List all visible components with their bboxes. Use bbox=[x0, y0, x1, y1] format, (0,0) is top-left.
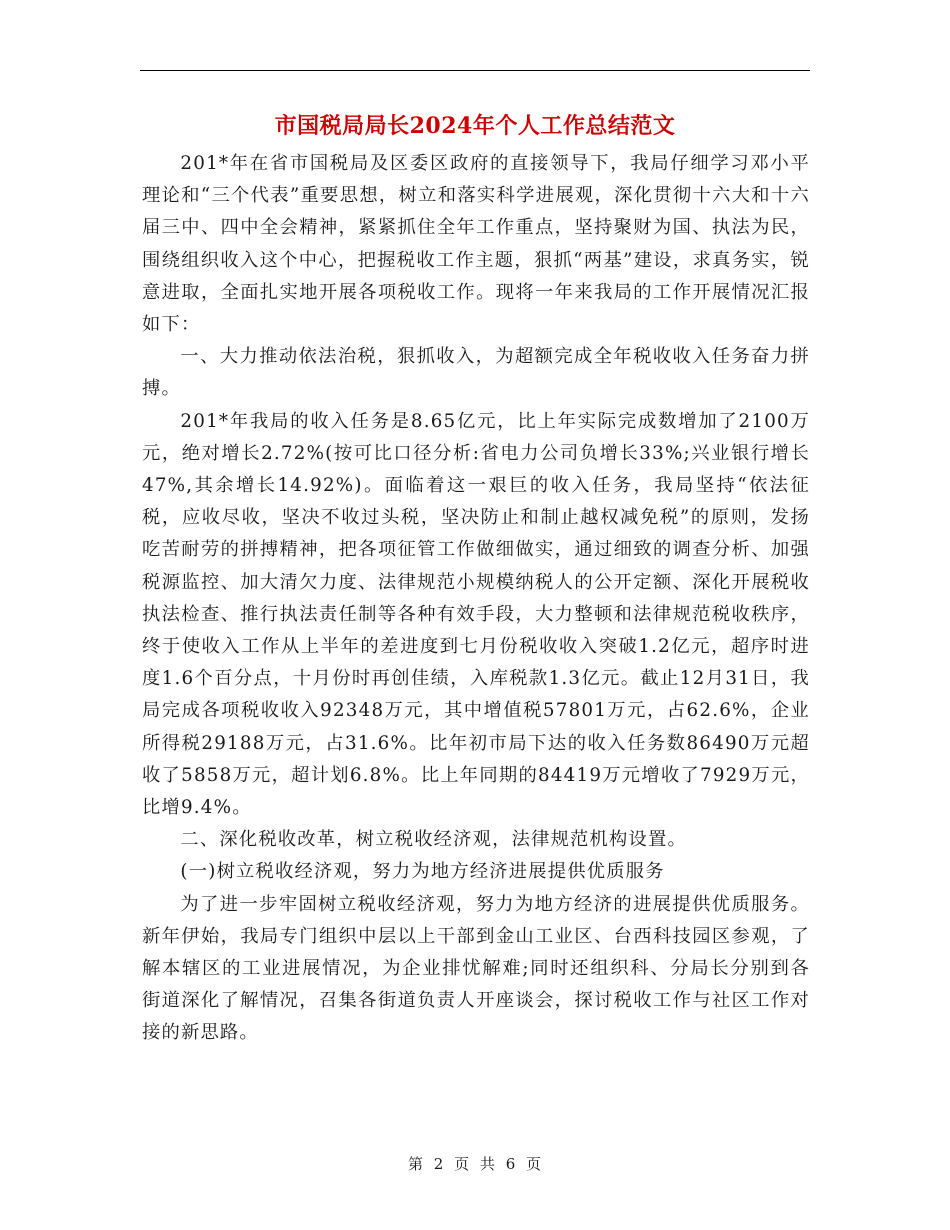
footer-total-pages: 6 bbox=[505, 1155, 517, 1173]
footer-current-page: 2 bbox=[433, 1155, 445, 1173]
body-paragraph: 一、大力推动依法治税，狠抓收入，为超额完成全年税收收入任务奋力拼搏。 bbox=[142, 346, 810, 400]
document-body bbox=[142, 148, 810, 1050]
footer-suffix: 页 bbox=[526, 1155, 543, 1173]
footer-prefix: 第 bbox=[407, 1155, 424, 1173]
body-paragraph: (一)树立税收经济观，努力为地方经济进展提供优质服务 bbox=[180, 861, 665, 883]
page-footer bbox=[0, 1152, 950, 1176]
body-paragraph: 201*年在省市国税局及区委区政府的直接领导下，我局仔细学习邓小平理论和“三个代表”重要思想，树立和落实科学进展观，深化贯彻十六大和十六届三中、四中全会精神，紧紧抓住全年工作重点，坚持聚财为国、执法为民，围绕组织收入这个中心，把握税收工作主题，狠抓“两基”建设，求真务实，锐意进取，全面扎实地开展各项税收工作。现将一年来我局的工作开展情况汇报如下： bbox=[142, 153, 810, 336]
body-paragraph: 201*年我局的收入任务是8.65亿元，比上年实际完成数增加了2100万元，绝对增长2.72%(按可比口径分析:省电力公司负增长33%;兴业银行增长47%,其余增长14.92%)。面临着这一艰巨的收入任务，我局坚持“依法征税，应收尽收，坚决不收过头税，坚决防止和制止越权减免税”的原则，发扬吃苦耐劳的拼搏精神，把各项征管工作做细做实，通过细致的调查分析、加强税源监控、加大清欠力度、法律规范小规模纳税人的公开定额、深化开展税收执法检查、推行执法责任制等各种有效手段，大力整顿和法律规范税收秩序，终于使收入工作从上半年的差进度到七月份税收收入突破1.2亿元，超序时进度1.6个百分点，十月份时再创佳绩，入库税款1.3亿元。截止12月31日，我局完成各项税收收入92348万元，其中增值税57801万元，占62.6%，企业所得税29188万元，占31.6%。比年初市局下达的收入任务数86490万元超收了5858万元，超计划6.8%。比上年同期的84419万元增收了7929万元，比增9.4%。 bbox=[142, 410, 810, 819]
header-rule bbox=[140, 70, 810, 71]
footer-total-word: 共 bbox=[479, 1155, 496, 1173]
body-paragraph: 二、深化税收改革，树立税收经济观，法律规范机构设置。 bbox=[180, 829, 687, 851]
document-title: 市国税局局长2024年个人工作总结范文 bbox=[274, 113, 676, 139]
body-paragraph: 为了进一步牢固树立税收经济观，努力为地方经济的进展提供优质服务。新年伊始，我局专门组织中层以上干部到金山工业区、台西科技园区参观，了解本辖区的工业进展情况，为企业排忧解难;同时还组织科、分局长分别到各街道深化了解情况，召集各街道负责人开座谈会，探讨税收工作与社区工作对接的新思路。 bbox=[142, 893, 810, 1044]
footer-page-word: 页 bbox=[454, 1155, 471, 1173]
